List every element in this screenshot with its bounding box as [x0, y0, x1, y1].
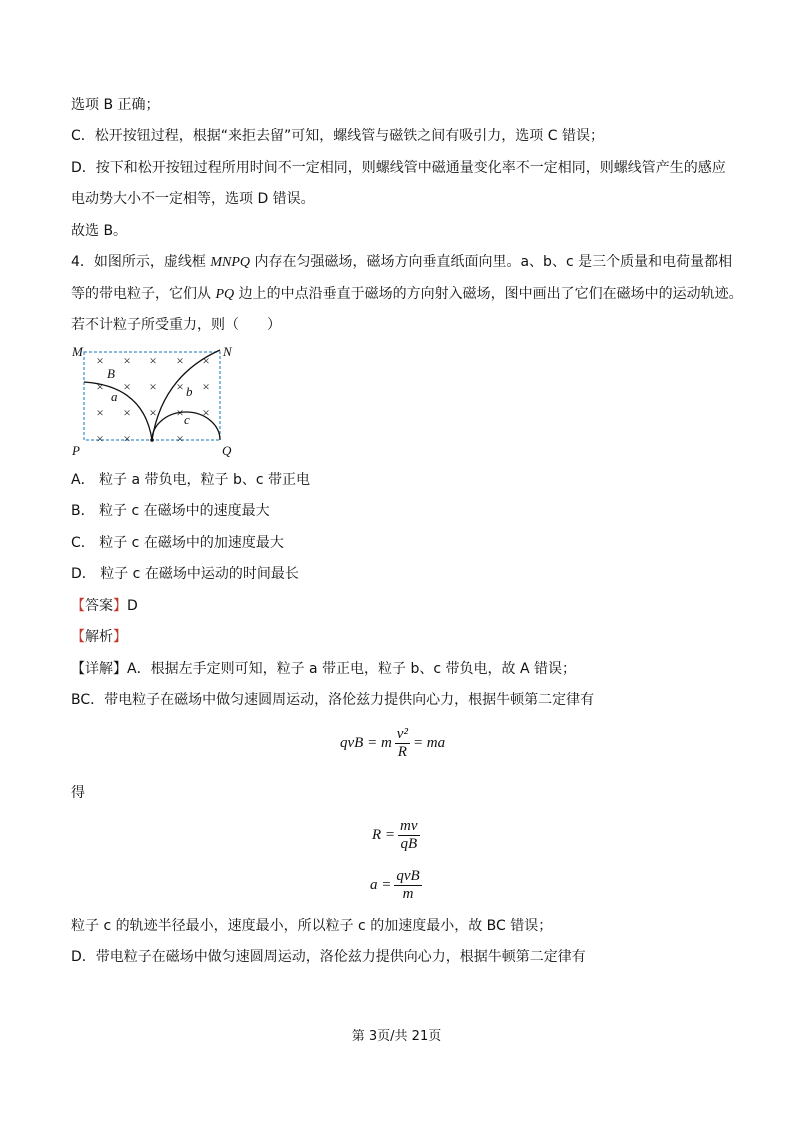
edge-label: PQ: [215, 287, 235, 302]
field-cross: ×: [123, 353, 131, 368]
question-4-line: [71, 285, 743, 304]
field-cross: ×: [123, 379, 131, 394]
question-text: 4．如图所示，虚线框: [71, 254, 211, 270]
detail-line: 【详解】A．根据左手定则可知，粒子 a 带正电，粒子 b、c 带负电，故 A 错误；: [71, 661, 577, 677]
bracket: 【: [71, 598, 85, 614]
field-cross: ×: [149, 405, 157, 420]
fraction: [394, 868, 421, 903]
numerator: mv: [400, 818, 418, 834]
trajectory-label-b: b: [186, 384, 193, 399]
text-line: D．按下和松开按钮过程所用时间不一定相同，则螺线管中磁通量变化率不一定相同，则螺线管产生的感应: [71, 160, 726, 176]
fraction: [398, 818, 420, 853]
option-a: A． 粒子 a 带负电，粒子 b、c 带正电: [71, 472, 310, 488]
analysis-heading: 解析: [85, 629, 113, 645]
detail-line: 得: [71, 785, 85, 801]
field-cross: ×: [176, 379, 184, 394]
answer-heading: 答案: [85, 598, 113, 614]
trajectory-label-a: a: [111, 389, 118, 404]
text-line: 选项 B 正确；: [71, 97, 160, 113]
field-cross: ×: [96, 405, 104, 420]
denominator: m: [394, 885, 421, 903]
field-cross: ×: [96, 431, 104, 446]
field-cross: ×: [202, 405, 210, 420]
region-label: MNPQ: [210, 255, 251, 270]
question-text: 内存在匀强磁场，磁场方向垂直纸面向里。a、b、c 是三个质量和电荷量都相: [250, 254, 733, 270]
numerator: v²: [396, 726, 408, 742]
fraction: [395, 726, 410, 761]
eq-right: = ma: [412, 734, 446, 751]
field-cross: ×: [123, 405, 131, 420]
numerator: qvB: [396, 868, 420, 884]
equation-radius: [372, 818, 423, 853]
corner-label-q: Q: [222, 443, 232, 458]
eq-left: qvB = m: [340, 734, 392, 751]
field-cross: ×: [202, 379, 210, 394]
field-cross: ×: [176, 405, 184, 420]
eq-left: R =: [372, 826, 396, 843]
option-b: B． 粒子 c 在磁场中的速度最大: [71, 503, 270, 519]
text-line: 故选 B。: [71, 223, 128, 239]
corner-label-p: P: [72, 443, 80, 458]
text-line: C．松开按钮过程，根据“来拒去留”可知，螺线管与磁铁之间有吸引力，选项 C 错误；: [71, 128, 604, 144]
bracket: 】: [113, 598, 127, 614]
field-cross: ×: [176, 353, 184, 368]
field-cross: ×: [123, 431, 131, 446]
bracket: 】: [113, 629, 127, 645]
question-text: 边上的中点沿垂直于磁场的方向射入磁场，图中画出了它们在磁场中的运动轨迹。: [234, 286, 743, 302]
equation-lorentz: [340, 726, 445, 761]
bracket: 【: [71, 629, 85, 645]
field-label-b: B: [107, 366, 115, 381]
field-cross: ×: [96, 379, 104, 394]
trajectory-label-c: c: [184, 412, 190, 427]
text-line: 电动势大小不一定相等，选项 D 错误。: [71, 191, 315, 207]
equation-acceleration: [370, 868, 425, 903]
question-4-line: 若不计粒子所受重力，则（ ）: [71, 317, 281, 333]
option-c: C． 粒子 c 在磁场中的加速度最大: [71, 535, 284, 551]
detail-line: 粒子 c 的轨迹半径最小，速度最小，所以粒子 c 的加速度最小，故 BC 错误；: [71, 918, 553, 934]
denominator: qB: [398, 835, 420, 853]
field-cross: ×: [149, 379, 157, 394]
corner-label-m: M: [72, 344, 83, 359]
question-4-line: [71, 253, 732, 272]
answer-value: D: [127, 598, 138, 614]
field-cross: ×: [96, 353, 104, 368]
answer-line: [71, 597, 138, 615]
field-cross: ×: [149, 353, 157, 368]
field-cross: ×: [202, 353, 210, 368]
option-d: D． 粒子 c 在磁场中运动的时间最长: [71, 566, 299, 582]
denominator: R: [395, 743, 410, 761]
corner-label-n: N: [223, 344, 232, 359]
detail-line: BC．带电粒子在磁场中做匀速圆周运动，洛伦兹力提供向心力，根据牛顿第二定律有: [71, 692, 595, 708]
question-text: 等的带电粒子，它们从: [71, 286, 216, 302]
page-footer: 第 3页/共 21页: [351, 1029, 442, 1044]
detail-line: D．带电粒子在磁场中做匀速圆周运动，洛伦兹力提供向心力，根据牛顿第二定律有: [71, 949, 586, 965]
trajectory-a: [84, 382, 152, 440]
field-cross: ×: [176, 431, 184, 446]
entry-point: [150, 438, 154, 442]
eq-left: a =: [370, 876, 392, 893]
magnetic-field-diagram: [70, 338, 250, 458]
analysis-line: [71, 628, 127, 646]
